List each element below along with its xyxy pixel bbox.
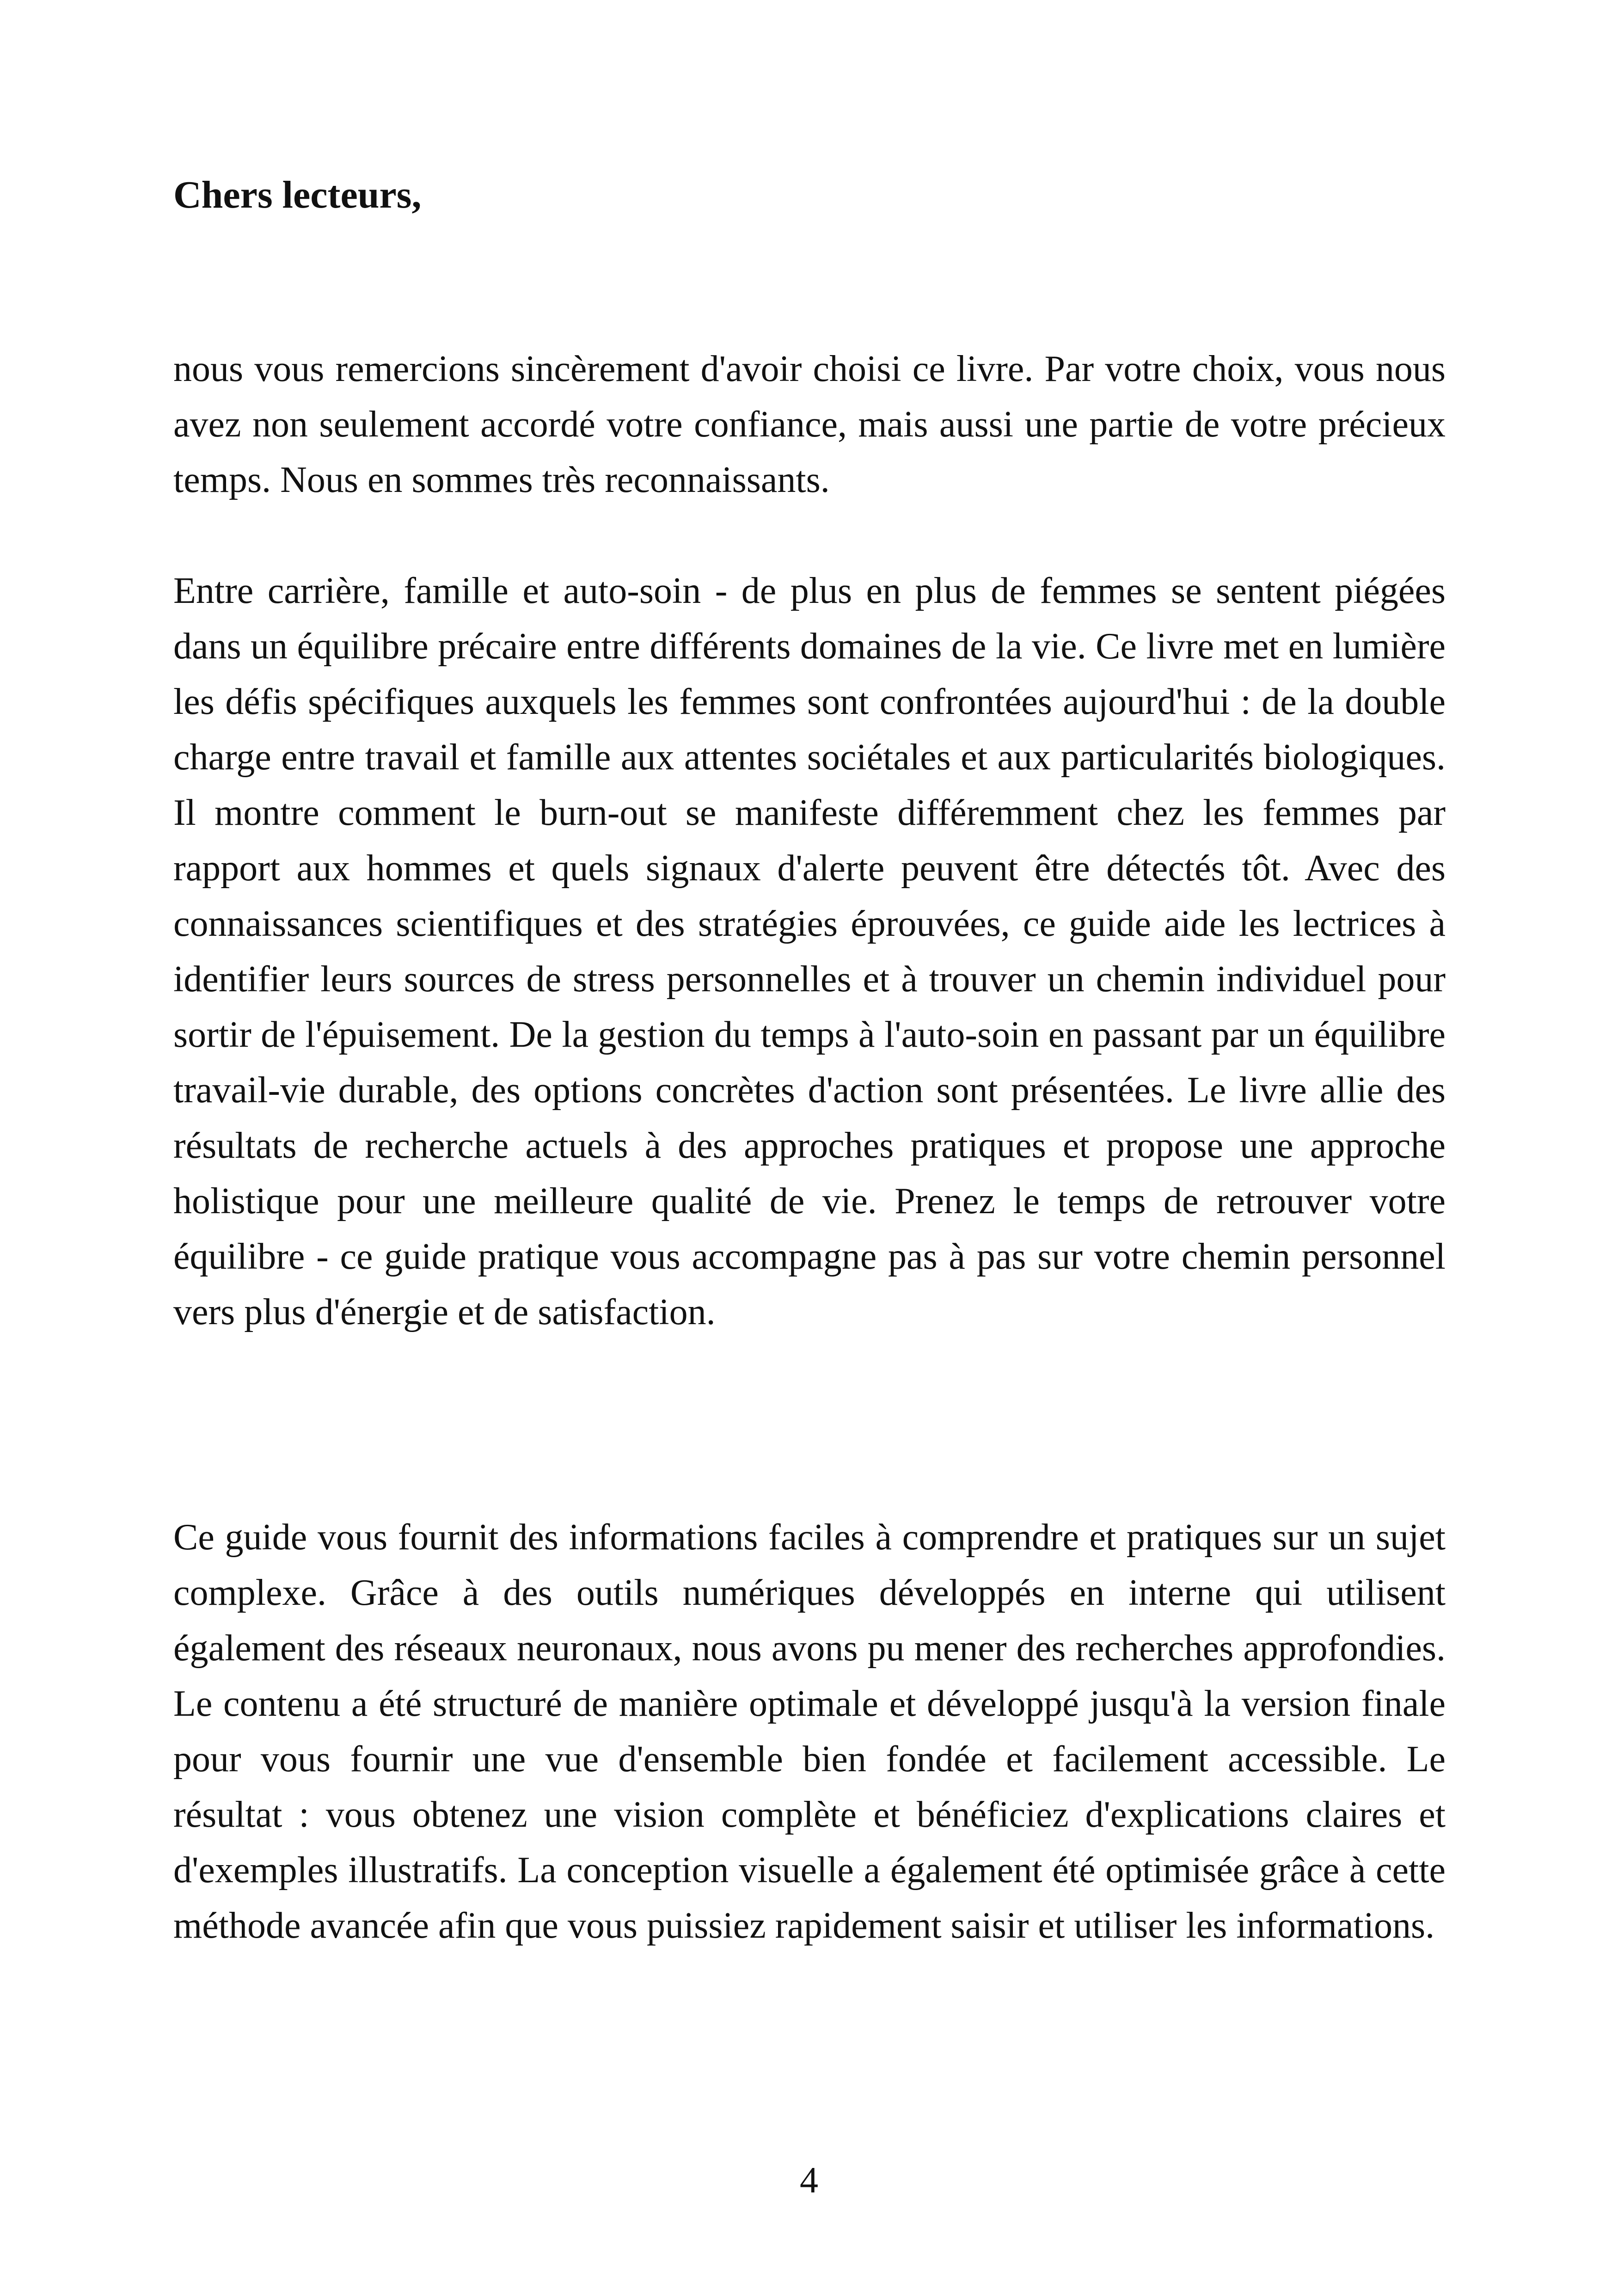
page-number: 4 (800, 2160, 818, 2201)
paragraph-book-summary: Entre carrière, famille et auto-soin - de plus en plus de femmes se sentent piégées dans un équilibre précaire entre différents domaines de la vie. Ce livre met en lumière les défis spécifiques auxquels les femmes sont confrontées aujourd'hui : de la double charge entre travail et famille aux attentes sociétales et aux particularités biologiques. Il montre comment le burn-out se manifeste différemment chez les femmes par rapport aux hommes et quels signaux d'alerte peuvent être détectés tôt. Avec des connaissances scientifiques et des stratégies éprouvées, ce guide aide les lectrices à identifier leurs sources de stress personnelles et à trouver un chemin individuel pour sortir de l'épuisement. De la gestion du temps à l'auto-soin en passant par un équilibre travail-vie durable, des options concrètes d'action sont présentées. Le livre allie des résultats de recherche actuels à des approches pratiques et propose une approche holistique pour une meilleure qualité de vie. Prenez le temps de retrouver votre équilibre - ce guide pratique vous accompagne pas à pas sur votre chemin personnel vers plus d'énergie et de satisfaction. (173, 571, 1446, 1332)
greeting-heading: Chers lecteurs, (173, 173, 422, 216)
paragraph-guide-method: Ce guide vous fournit des informations faciles à comprendre et pratiques sur un sujet complexe. Grâce à des outils numériques développés en interne qui utilisent également des réseaux neuronaux, nous avons pu mener des recherches approfondies. Le contenu a été structuré de manière optimale et développé jusqu'à la version finale pour vous fournir une vue d'ensemble bien fondée et facilement accessible. Le résultat : vous obtenez une vision complète et bénéficiez d'explications claires et d'exemples illustratifs. La conception visuelle a également été optimisée grâce à cette méthode avancée afin que vous puissiez rapidement saisir et utiliser les informations. (173, 1517, 1446, 1946)
paragraph-thanks: nous vous remercions sincèrement d'avoir choisi ce livre. Par votre choix, vous nous avez non seulement accordé votre confiance, mais aussi une partie de votre précieux temps. Nous en sommes très reconnaissants. (173, 349, 1446, 500)
